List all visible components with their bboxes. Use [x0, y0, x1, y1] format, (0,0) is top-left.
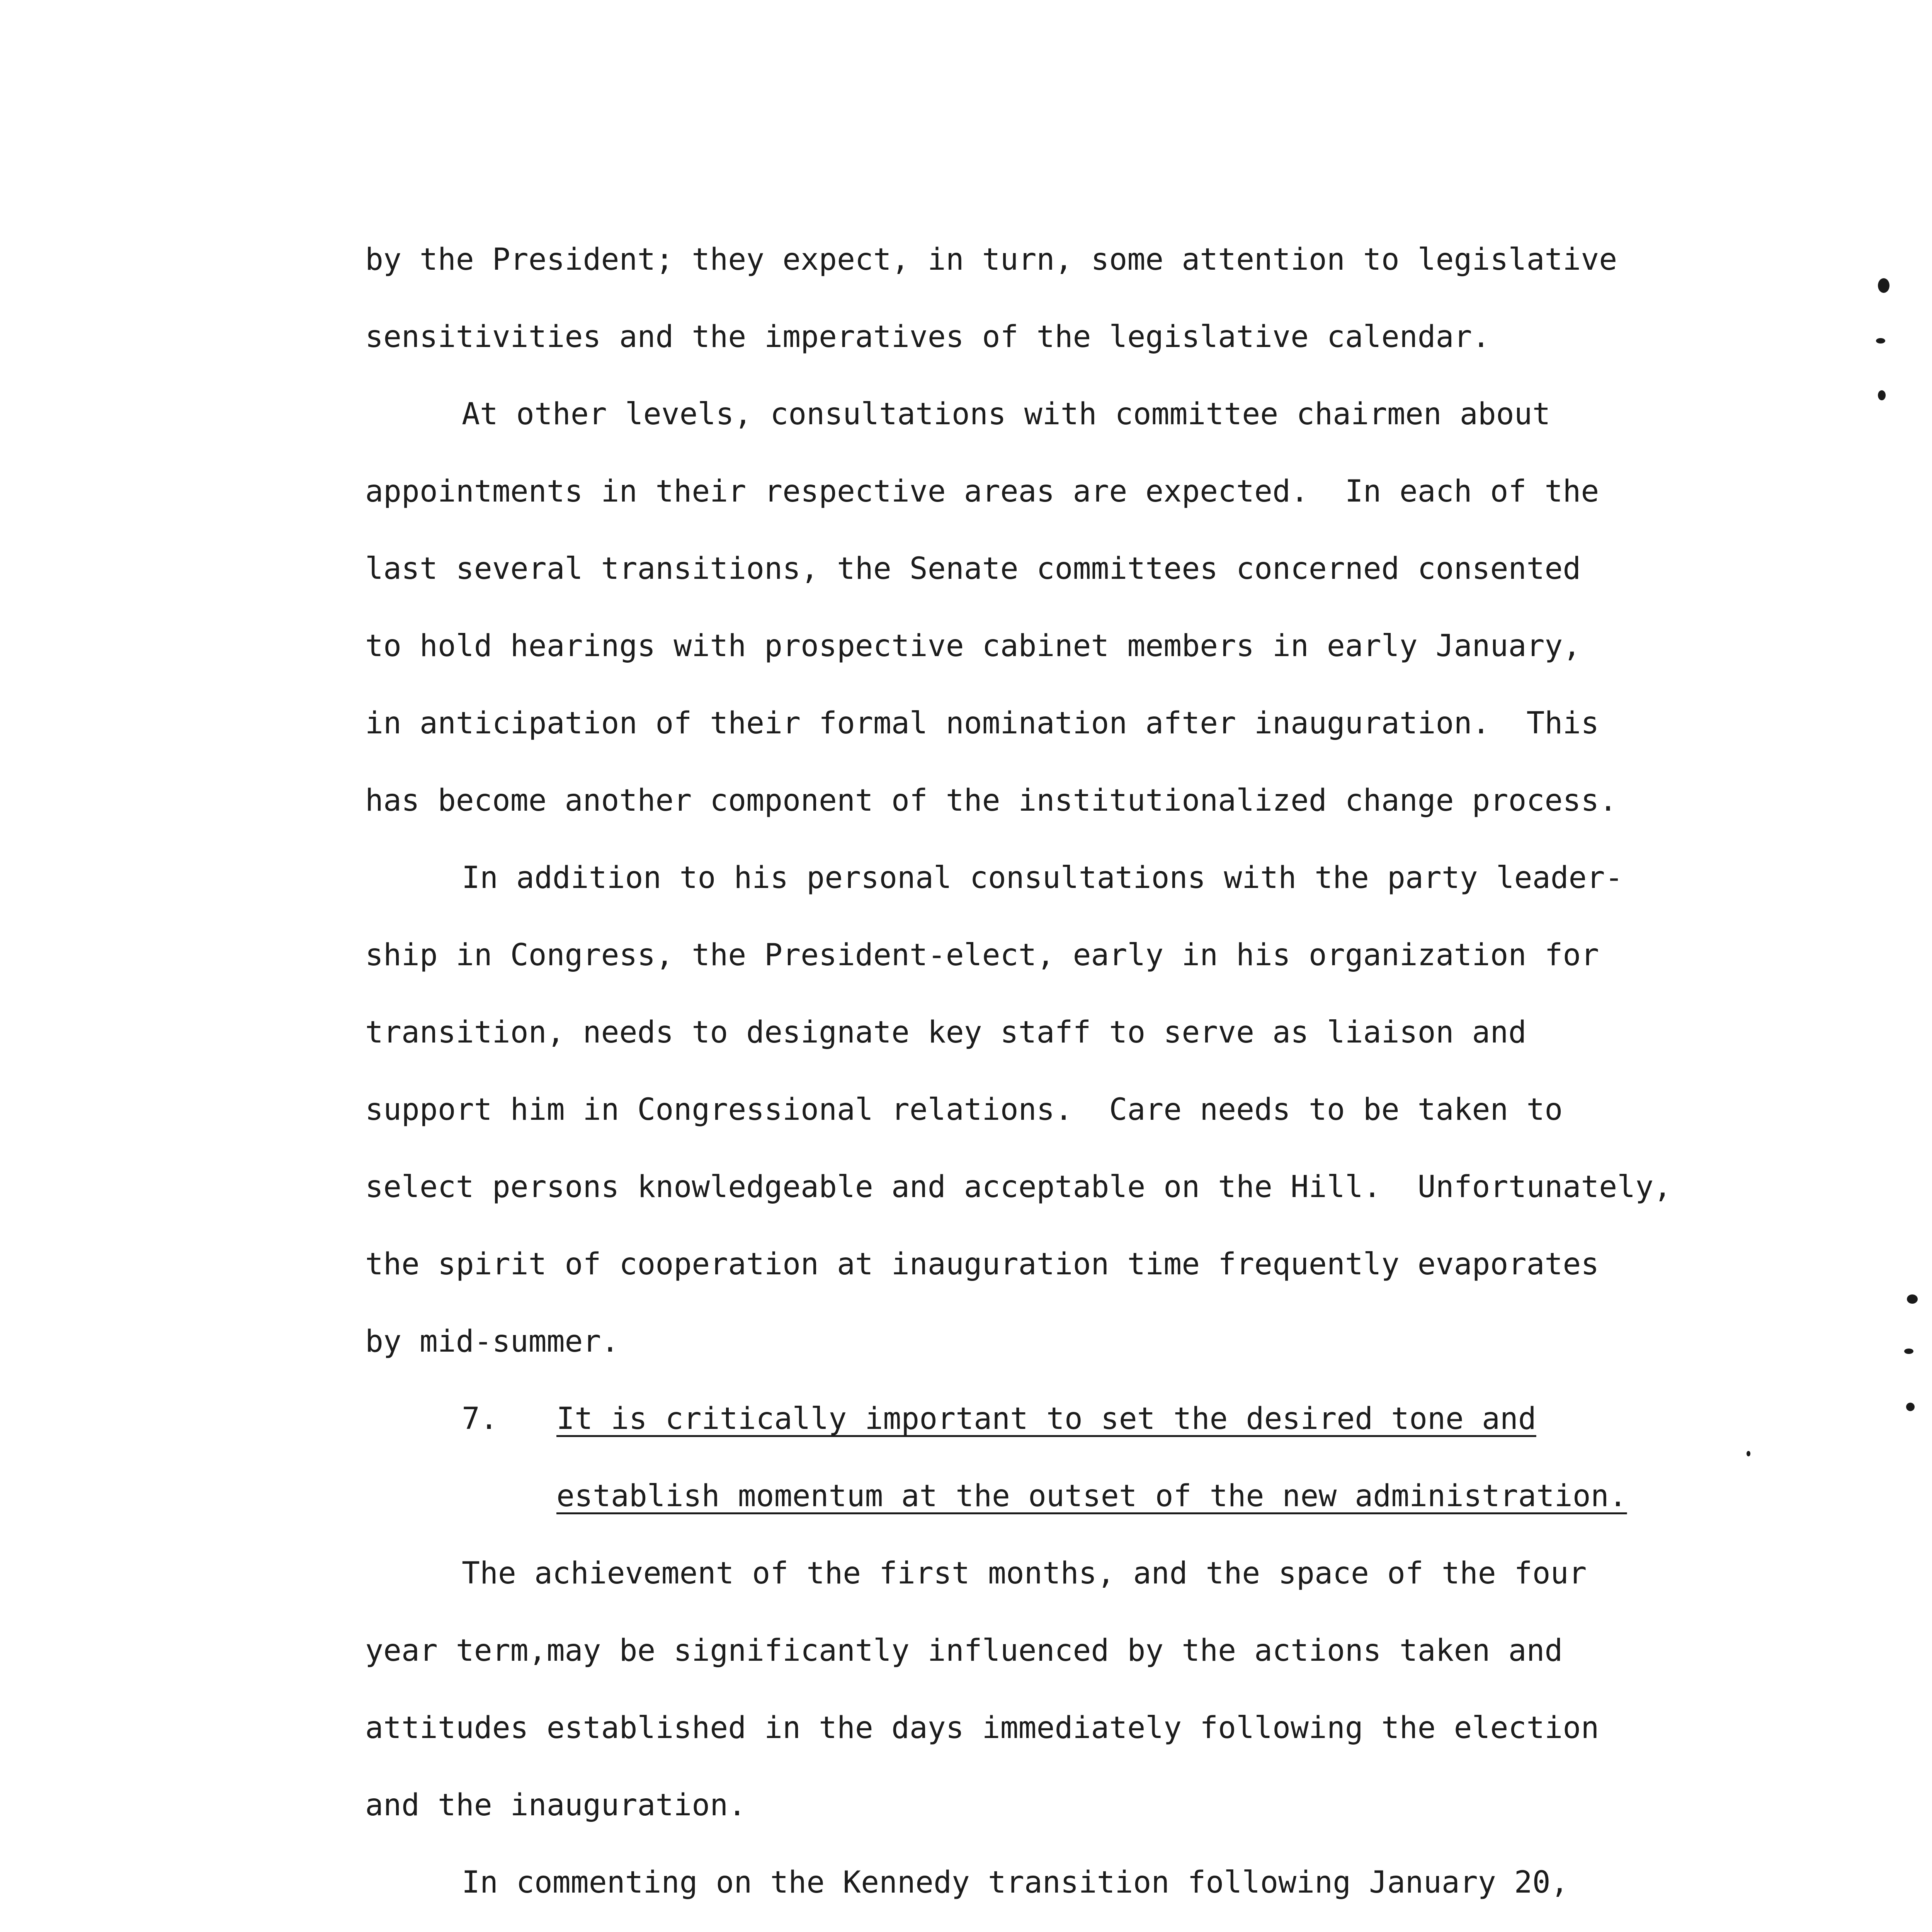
item-number: 7. — [462, 1401, 498, 1436]
text-line: year term,may be significantly influenced by the actions taken and — [365, 1633, 1563, 1668]
text-line: by mid-summer. — [365, 1324, 619, 1359]
section-heading-text: establish momentum at the outset of the new administration. — [556, 1479, 1627, 1514]
text-line: ship in Congress, the President-elect, early in his organization for — [365, 938, 1599, 973]
text-line: appointments in their respective areas are expected. In each of the — [365, 474, 1599, 509]
scan-mark — [1906, 1403, 1915, 1411]
text-line: select persons knowledgeable and acceptable on the Hill. Unfortunately, — [365, 1170, 1672, 1204]
text-line: In commenting on the Kennedy transition following January 20, — [462, 1865, 1569, 1900]
text-line: attitudes established in the days immediately following the election — [365, 1711, 1599, 1745]
text-line: support him in Congressional relations. Care needs to be taken to — [365, 1092, 1563, 1127]
text-line: transition, needs to designate key staff to serve as liaison and — [365, 1015, 1527, 1050]
section-heading-line-2 — [556, 1477, 1627, 1515]
text-line: the spirit of cooperation at inauguration time frequently evaporates — [365, 1247, 1599, 1282]
text-line: sensitivities and the imperatives of the legislative calendar. — [365, 320, 1490, 354]
text-line: last several transitions, the Senate committees concerned consented — [365, 551, 1581, 586]
text-line: and the inauguration. — [365, 1788, 747, 1823]
scan-mark — [1747, 1451, 1750, 1456]
text-line: The achievement of the first months, and the space of the four — [462, 1556, 1587, 1591]
text-line: by the President; they expect, in turn, some attention to legislative — [365, 242, 1617, 277]
text-line: In addition to his personal consultations with the party leader- — [462, 861, 1623, 895]
text-line: in anticipation of their formal nomination after inauguration. This — [365, 706, 1599, 741]
text-line: has become another component of the institutionalized change process. — [365, 783, 1617, 818]
text-line: At other levels, consultations with committee chairmen about — [462, 397, 1551, 432]
section-heading-line: It is critically important to set the desired tone and — [556, 1401, 1536, 1436]
scan-mark — [1878, 278, 1889, 293]
scan-mark — [1904, 1349, 1913, 1354]
scan-mark — [1878, 390, 1886, 400]
scan-mark — [1876, 338, 1885, 344]
scan-mark — [1907, 1294, 1918, 1304]
text-line: to hold hearings with prospective cabinet members in early January, — [365, 629, 1581, 663]
